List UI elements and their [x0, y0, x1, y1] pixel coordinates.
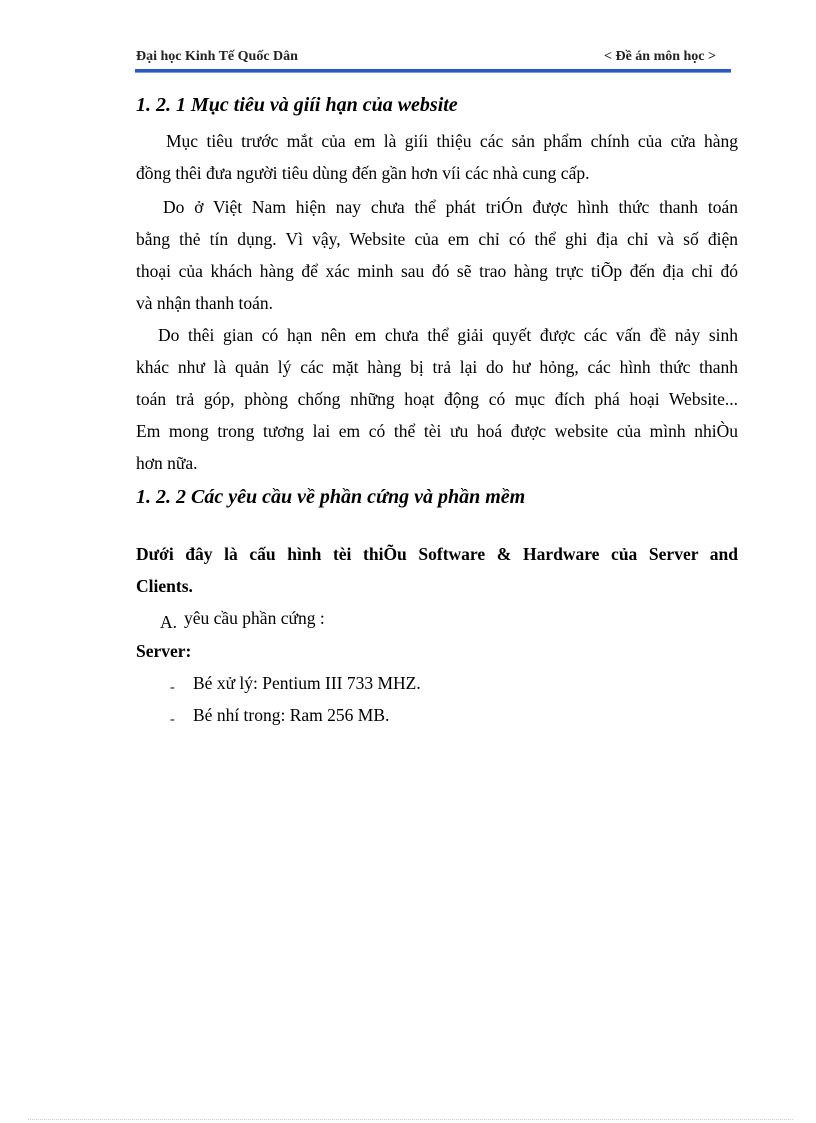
- paragraph-line: khác như là quản lý các mặt hàng bị trả lại do hư hỏng, các hình thức thanh: [136, 357, 738, 377]
- paragraph-line: hơn nữa.: [136, 453, 198, 473]
- list-item: Bé xử lý: Pentium III 733 MHZ.: [193, 673, 421, 693]
- bullet-icon: -: [170, 680, 175, 695]
- header-right: < Đề án môn học >: [603, 49, 716, 64]
- page-bottom-border: [28, 1119, 793, 1120]
- paragraph-line: đồng thêi đưa người tiêu dùng đến gần hơn víi các nhà cung cấp.: [136, 163, 590, 183]
- paragraph-line: Do thêi gian có hạn nên em chưa thể giải quyết được các vấn đề nảy sinh: [158, 325, 738, 345]
- sub-heading: yêu cầu phần cứng :: [184, 608, 325, 628]
- paragraph-line: Mục tiêu trước mắt của em là giíi thiệu các sản phẩm chính của cửa hàng: [166, 131, 738, 151]
- section-heading: 1. 2. 1 Mục tiêu và giíi hạn của website: [136, 94, 458, 116]
- paragraph-line: và nhận thanh toán.: [136, 293, 274, 313]
- list-item: Bé nhí trong: Ram 256 MB.: [193, 705, 390, 725]
- paragraph-line: Do ở Việt Nam hiện nay chưa thể phát triÓn được hình thức thanh toán: [163, 197, 738, 217]
- paragraph-line: bằng thẻ tín dụng. Vì vậy, Website của em chỉ có thể ghi địa chỉ và số điện: [136, 229, 738, 249]
- server-label: Server:: [136, 641, 192, 661]
- paragraph-line: toán trả góp, phòng chống những hoạt động có mục đích phá hoại Website...: [136, 389, 738, 409]
- section-heading: 1. 2. 2 Các yêu cầu về phần cứng và phần mềm: [136, 486, 526, 508]
- paragraph-line: thoại của khách hàng để xác minh sau đó sẽ trao hàng trực tiÕp đến địa chỉ đó: [136, 261, 738, 281]
- header-left: Đại học Kinh Tế Quốc Dân: [136, 49, 298, 64]
- intro-line: Dưới đây là cấu hình tèi thiÕu Software & Hardware của Server and: [136, 544, 738, 564]
- intro-line: Clients.: [136, 576, 193, 596]
- sub-label: A.: [160, 612, 178, 632]
- header-rule: [135, 69, 731, 73]
- paragraph-line: Em mong trong tương lai em có thể tèi ưu hoá được website của mình nhiÒu: [136, 421, 738, 441]
- bullet-icon: -: [170, 712, 175, 727]
